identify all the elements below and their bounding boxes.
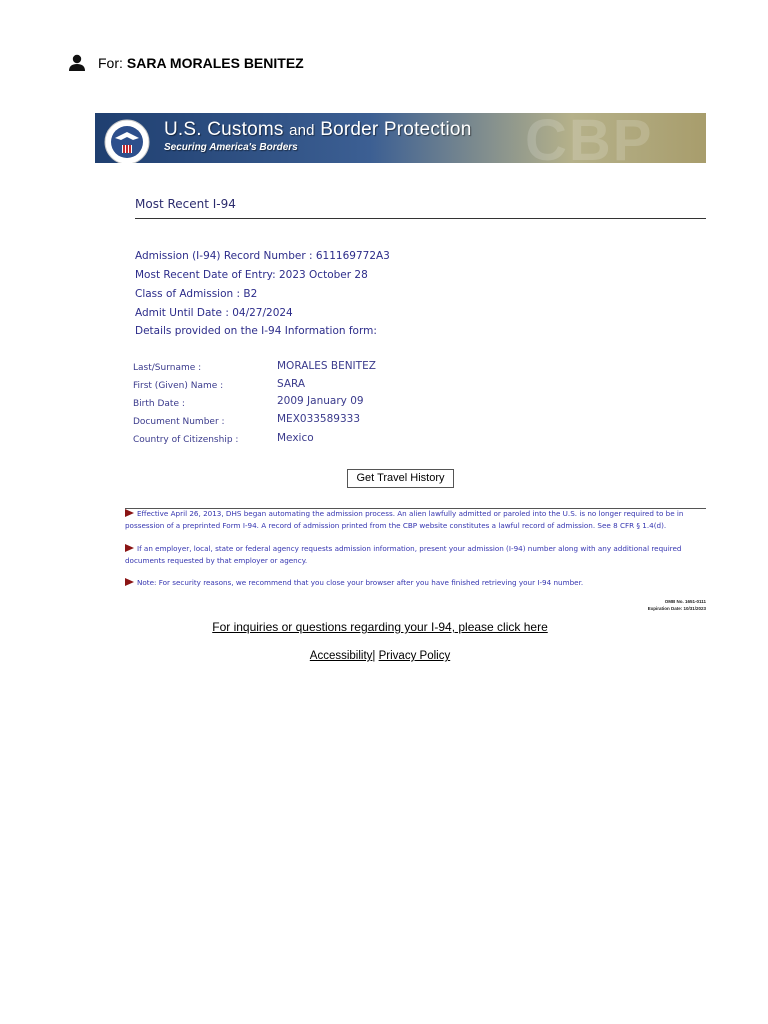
field-label: First (Given) Name : (133, 381, 224, 391)
banner-title-b: Border Protection (320, 119, 472, 140)
banner-watermark: CBP (525, 113, 654, 163)
inquiries-link[interactable]: For inquiries or questions regarding your I-94, please click here (212, 620, 548, 634)
entry-date-label: Most Recent Date of Entry: (135, 269, 276, 281)
field-value: MORALES BENITEZ (277, 360, 376, 372)
entry-date-value: 2023 October 28 (278, 269, 368, 281)
recipient-name: SARA MORALES BENITEZ (126, 55, 304, 71)
notice-item (125, 577, 706, 589)
get-travel-history-button[interactable]: Get Travel History (347, 469, 454, 488)
banner-title-a: U.S. Customs (164, 119, 284, 140)
field-label: Document Number : (133, 417, 225, 427)
admit-until-row (135, 306, 293, 320)
notice-item (125, 508, 706, 531)
recipient-line (68, 53, 304, 73)
class-of-admission-label: Class of Admission : (135, 288, 241, 300)
field-value: SARA (277, 378, 306, 390)
arrow-bullet-icon (125, 578, 134, 586)
admission-number-value: 611169772A3 (315, 250, 390, 262)
arrow-bullet-icon (125, 509, 134, 517)
privacy-policy-link[interactable]: Privacy Policy (378, 650, 451, 662)
footer-separator: | (372, 650, 376, 662)
omb-info (648, 598, 706, 612)
field-label: Country of Citizenship : (133, 435, 239, 445)
section-title: Most Recent I-94 (135, 197, 236, 211)
admission-number-row (135, 249, 390, 263)
accessibility-link[interactable]: Accessibility (309, 650, 373, 662)
cbp-banner (95, 113, 706, 163)
for-label: For: (98, 55, 123, 71)
notice-text: If an employer, local, state or federal agency requests admission information, present your admission (I-94) number along with any additional required documents requested by that employer or agency. (125, 544, 682, 565)
banner-subtitle: Securing America's Borders (164, 142, 298, 153)
arrow-bullet-icon (125, 544, 134, 552)
class-of-admission-row (135, 287, 257, 301)
entry-date-row (135, 268, 368, 282)
admit-until-label: Admit Until Date : (135, 307, 229, 319)
details-line: Details provided on the I-94 Information form: (135, 325, 377, 337)
field-value: Mexico (277, 432, 314, 444)
notice-text: Note: For security reasons, we recommend that you close your browser after you have finished retrieving your I-94 number. (137, 578, 584, 587)
section-divider (135, 218, 706, 219)
dhs-seal-icon (103, 118, 151, 163)
omb-expiration: Expiration Date: 10/31/2023 (647, 606, 706, 611)
field-label: Last/Surname : (133, 363, 202, 373)
class-of-admission-value: B2 (243, 288, 258, 300)
field-value: 2009 January 09 (277, 395, 364, 407)
notice-text: Effective April 26, 2013, DHS began automating the admission process. An alien lawfully admitted or paroled into the U.S. is no longer required to be in possession of a preprinted Form I-94. A record of admission printed from the CBP website constitutes a lawful record of admission. See 8 CFR § 1.4(d). (125, 509, 684, 530)
notice-item (125, 543, 706, 566)
admission-number-label: Admission (I-94) Record Number : (135, 250, 313, 262)
admit-until-value: 04/27/2024 (232, 307, 293, 319)
user-icon (68, 54, 86, 72)
footer-links (0, 650, 760, 662)
field-label: Birth Date : (133, 399, 185, 409)
field-value: MEX033589333 (277, 413, 361, 425)
banner-title-and: and (289, 122, 315, 139)
omb-number: OMB No. 1651-0111 (664, 599, 706, 604)
banner-title (164, 119, 471, 142)
